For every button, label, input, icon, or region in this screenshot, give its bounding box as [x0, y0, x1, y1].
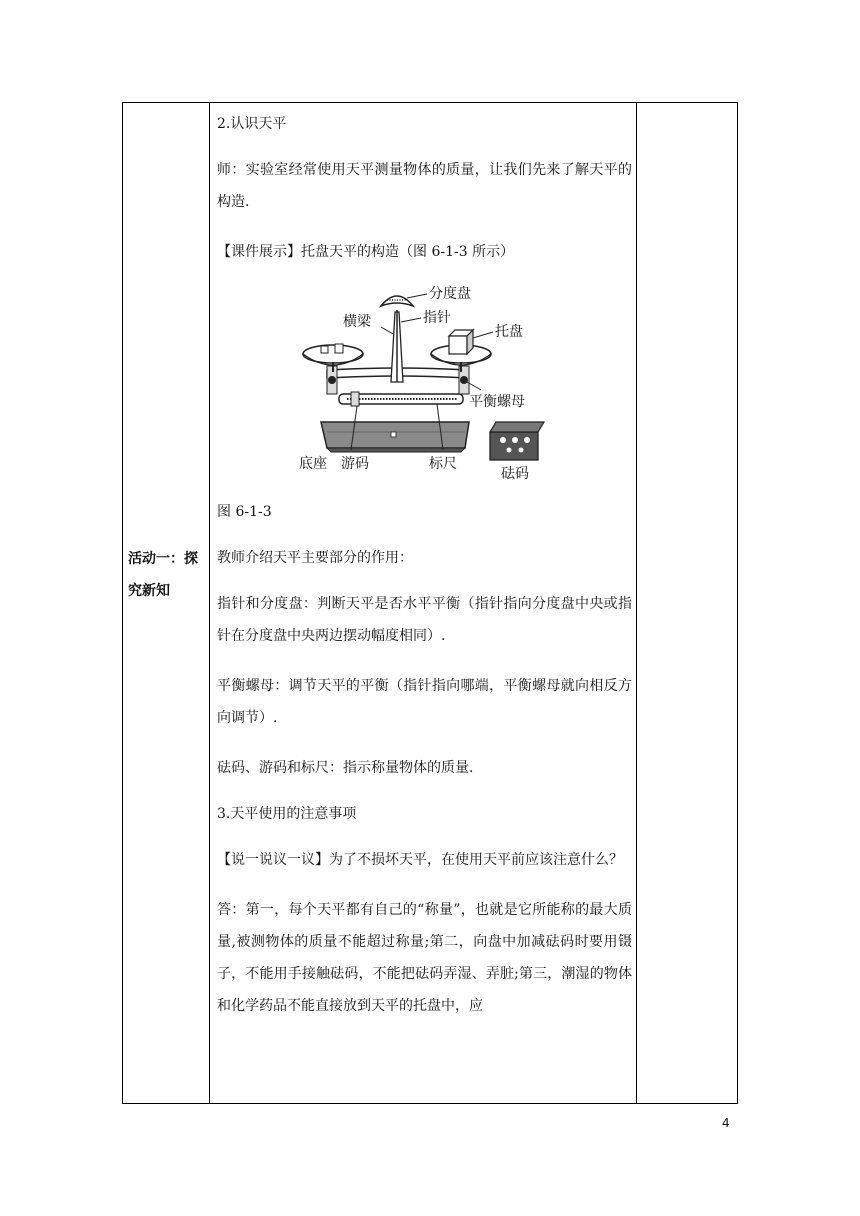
courseware-display-paragraph: 【课件展示】托盘天平的构造（图 6-1-3 所示） — [217, 244, 515, 260]
leader-beam — [381, 327, 393, 334]
balance-small-weight-1 — [321, 346, 328, 353]
weights-rider-scale-paragraph: 砝码、游码和标尺：指示称量物体的质量. — [217, 760, 474, 776]
balance-right-nut — [460, 376, 468, 384]
figure-caption: 图 6-1-3 — [217, 504, 272, 520]
leader-pan — [473, 332, 493, 338]
balance-rider — [351, 392, 359, 406]
table-right-border — [737, 102, 738, 1104]
balance-illustration — [297, 282, 547, 492]
leader-pointer — [401, 318, 421, 322]
teacher-explains-paragraph: 教师介绍天平主要部分的作用： — [217, 550, 413, 566]
table-column-divider-1 — [209, 102, 210, 1104]
weight-box-slot-4 — [507, 448, 512, 453]
table-top-border — [122, 102, 738, 103]
label-biaochi: 标尺 — [429, 456, 457, 472]
label-pinghengluomu: 平衡螺母 — [469, 394, 525, 410]
weight-box-slot-1 — [500, 437, 506, 443]
label-zhizhen: 指针 — [423, 310, 451, 326]
discussion-paragraph: 【说一说议一议】为了不损坏天平，在使用天平前应该注意什么？ — [217, 852, 623, 868]
activity-label-line-2: 究新知 — [128, 583, 170, 599]
answer-paragraph: 答：第一，每个天平都有自己的“称量”，也就是它所能称的最大质量,被测物体的质量不能超过称量;第二，向盘中加减砝码时要用镊子，不能用手接触砝码，不能把砝码弄湿、弄脏;第三，潮湿的物体和化学药品不能直接放到天平的托盘中，应 — [217, 902, 632, 1014]
activity-label-line-1: 活动一：探 — [128, 551, 198, 567]
label-youma: 游码 — [341, 456, 369, 472]
activity-label-cell — [128, 543, 206, 607]
leader-dial — [407, 294, 427, 298]
weight-box-slot-2 — [512, 437, 518, 443]
section-heading-precautions: 3.天平使用的注意事项 — [217, 806, 357, 822]
label-fendupan: 分度盘 — [429, 286, 471, 302]
label-fama: 砝码 — [501, 466, 529, 482]
weight-box-lid — [490, 422, 544, 432]
content-cell — [217, 108, 632, 1040]
balance-nut-paragraph: 平衡螺母：调节天平的平衡（指针指向哪端，平衡螺母就向相反方向调节）. — [217, 678, 632, 726]
pointer-dial-paragraph: 指针和分度盘：判断天平是否水平平衡（指针指向分度盘中央或指针在分度盘中央两边摆动幅度相同）. — [217, 596, 632, 644]
balance-base-mark — [391, 432, 396, 437]
balance-left-nut — [328, 376, 336, 384]
balance-base-bottom — [327, 448, 465, 452]
weight-box-slot-5 — [519, 448, 524, 453]
weight-box — [490, 432, 538, 460]
balance-small-weight-2 — [335, 344, 343, 353]
table-bottom-border — [122, 1103, 738, 1104]
balance-figure — [217, 282, 632, 492]
page-number: 4 — [722, 1116, 730, 1130]
teacher-intro-paragraph: 师：实验室经常使用天平测量物体的质量，让我们先来了解天平的构造. — [217, 162, 632, 210]
table-left-border — [122, 102, 123, 1104]
label-hengliang: 横梁 — [343, 314, 371, 330]
weight-box-slot-3 — [524, 437, 530, 443]
label-tuopan: 托盘 — [495, 324, 523, 340]
table-column-divider-2 — [636, 102, 637, 1104]
cube-front — [449, 336, 467, 354]
section-heading-recognize-balance: 2.认识天平 — [217, 116, 287, 132]
label-dizuo: 底座 — [299, 456, 327, 472]
